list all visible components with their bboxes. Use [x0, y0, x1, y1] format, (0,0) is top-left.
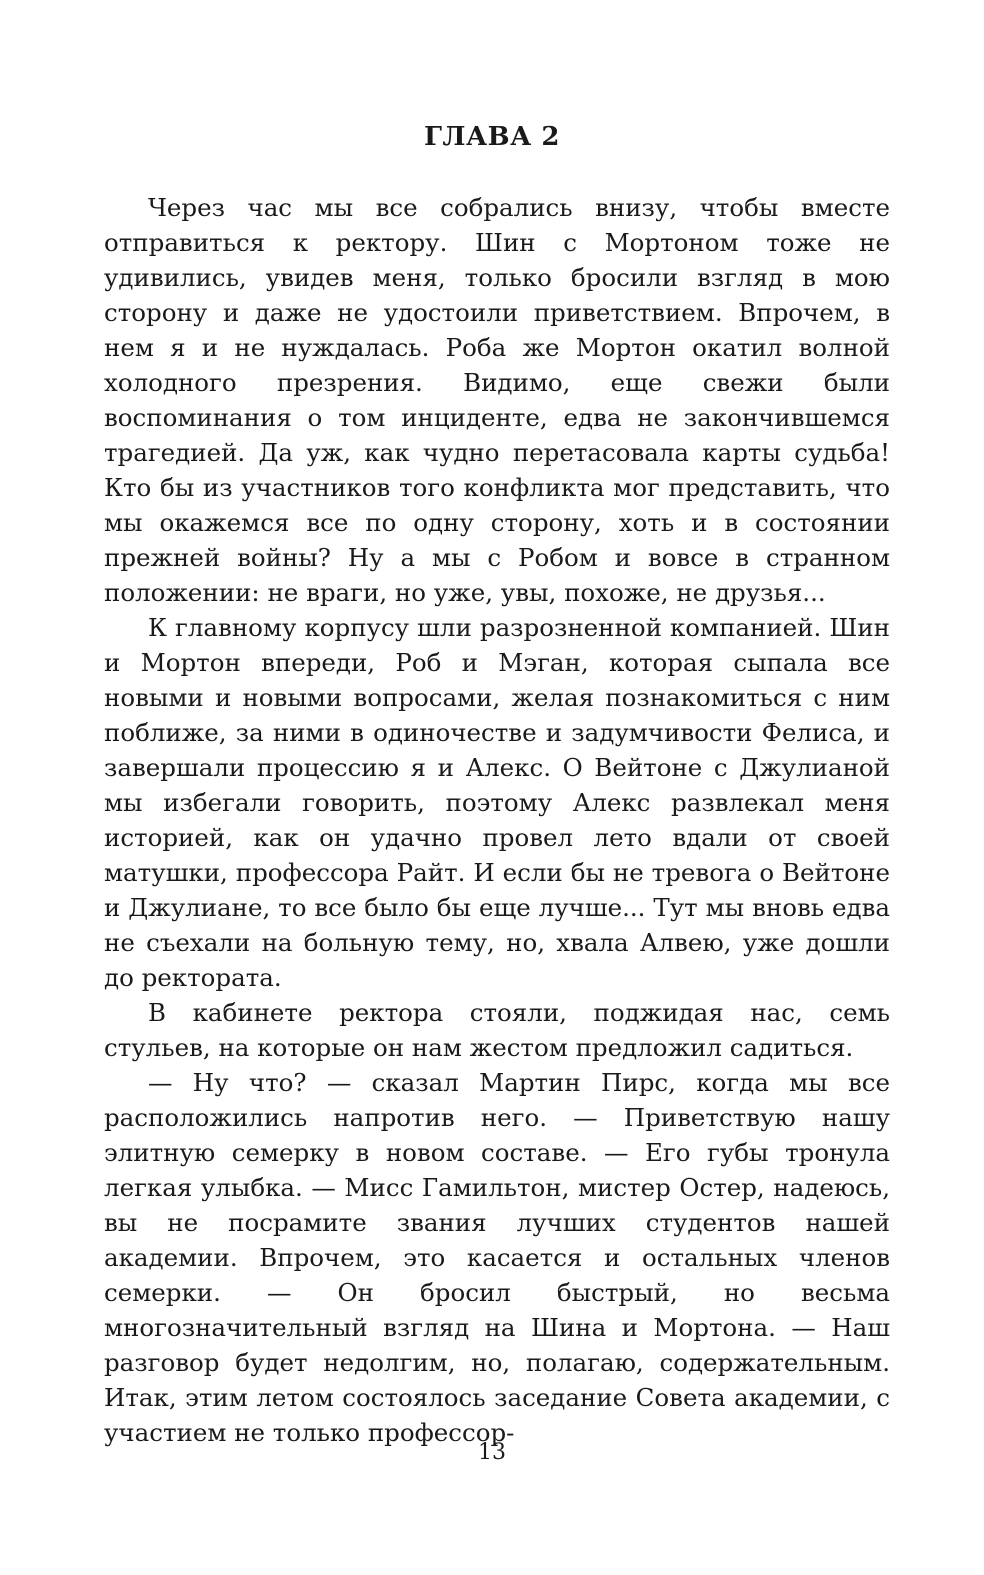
- chapter-title: ГЛАВА 2: [424, 122, 560, 152]
- paragraph: — Ну что? — сказал Мартин Пирс, когда мы все расположились напротив него. — Приветствую нашу элитную семерку в новом составе. — Его губы тронула легкая улыбка. — Мисс Гамильтон, мистер Остер, надеюсь, вы не посрамите звания лучших студентов нашей академии. Впрочем, это касается и остальных членов семерки. — Он бросил быстрый, но весьма многозначительный взгляд на Шина и Мортона. — Наш разговор будет недолгим, но, полагаю, содержательным. Итак, этим летом состоялось заседание Совета академии, с участием не только профессор-: [104, 1068, 890, 1447]
- paragraph: Через час мы все собрались внизу, чтобы вместе отправиться к ректору. Шин с Мортоном тоже не удивились, увидев меня, только бросили взгляд в мою сторону и даже не удостоили приветствием. Впрочем, в нем я и не нуждалась. Роба же Мортон окатил волной холодного презрения. Видимо, еще свежи были воспоминания о том инциденте, едва не закончившемся трагедией. Да уж, как чудно перетасовала карты судьба! Кто бы из участников того конфликта мог представить, что мы окажемся все по одну сторону, хоть и в состоянии прежней войны? Ну а мы с Робом и вовсе в странном положении: не враги, но уже, увы, похоже, не друзья...: [104, 193, 890, 607]
- paragraph: В кабинете ректора стояли, поджидая нас, семь стульев, на которые он нам жестом предложил садиться.: [104, 998, 890, 1062]
- page-number: 13: [478, 1440, 506, 1465]
- paragraph: К главному корпусу шли разрозненной компанией. Шин и Мортон впереди, Роб и Мэган, которая сыпала все новыми и новыми вопросами, желая познакомиться с ним поближе, за ними в одиночестве и задумчивости Фелиса, и завершали процессию я и Алекс. О Вейтоне с Джулианой мы избегали говорить, поэтому Алекс развлекал меня историей, как он удачно провел лето вдали от своей матушки, профессора Райт. И если бы не тревога о Вейтоне и Джулиане, то все было бы еще лучше... Тут мы вновь едва не съехали на больную тему, но, хвала Алвею, уже дошли до ректората.: [104, 613, 890, 992]
- body-text: [104, 190, 890, 1450]
